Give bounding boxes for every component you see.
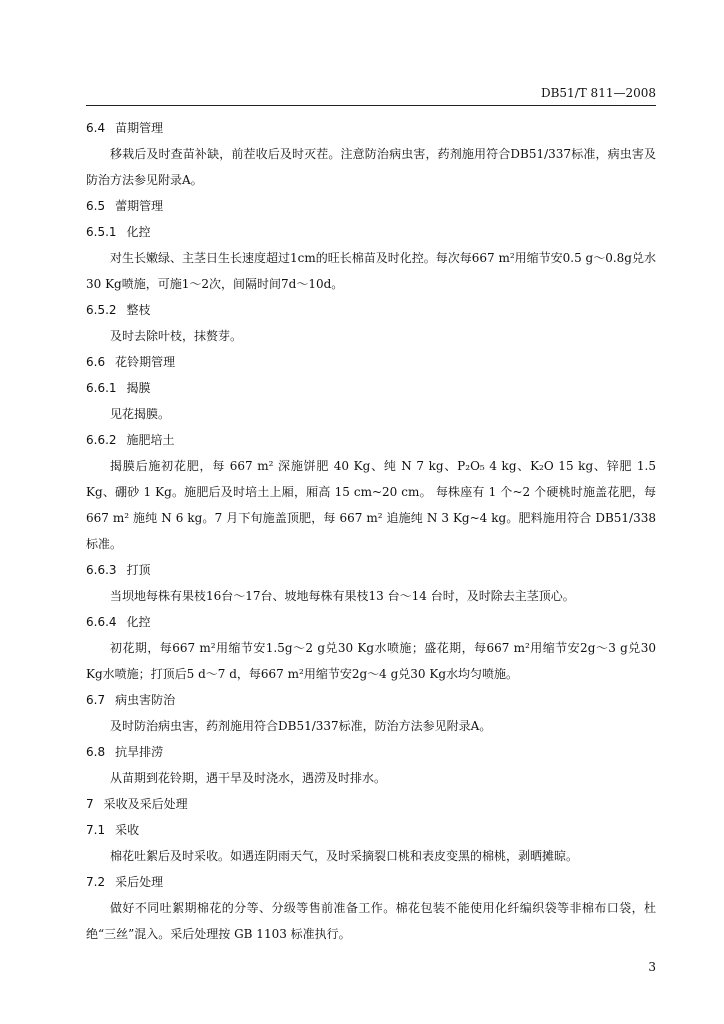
section-title: 苗期管理	[115, 121, 164, 135]
section-title: 蕾期管理	[115, 199, 164, 213]
section-number: 6.6.2	[86, 433, 117, 447]
section-heading	[86, 557, 656, 583]
section-number: 7	[86, 797, 94, 811]
section-title: 整枝	[126, 303, 151, 317]
paragraph: 做好不同吐絮期棉花的分等、分级等售前准备工作。棉花包装不能使用化纤编织袋等非棉布口袋，杜绝“三丝”混入。采后处理按 GB 1103 标准执行。	[86, 901, 656, 941]
section-heading	[86, 219, 656, 245]
section-title: 化控	[126, 615, 151, 629]
section-number: 6.5.2	[86, 303, 117, 317]
section-number: 6.6.4	[86, 615, 117, 629]
header-divider	[86, 105, 656, 106]
section-heading	[86, 115, 656, 141]
section-heading	[86, 687, 656, 713]
section-heading	[86, 427, 656, 453]
section-title: 采收及采后处理	[103, 797, 188, 811]
section-number: 6.6	[86, 355, 106, 369]
section-heading	[86, 349, 656, 375]
paragraph: 从苗期到花铃期，遇干旱及时浇水，遇涝及时排水。	[110, 771, 387, 785]
page-number: 3	[648, 960, 656, 974]
section-heading	[86, 193, 656, 219]
paragraph: 棉花吐絮后及时采收。如遇连阴雨天气，及时采摘裂口桃和表皮变黑的棉桃，剥晒摊晾。	[110, 849, 579, 863]
section-title: 采收	[115, 823, 140, 837]
paragraph: 对生长嫩绿、主茎日生长速度超过1cm的旺长棉苗及时化控。每次每667 m²用缩节安0.5 g～0.8g兑水30 Kg喷施，可施1～2次，间隔时间7d～10d。	[86, 251, 656, 291]
section-title: 病虫害防治	[115, 693, 176, 707]
section-number: 7.1	[86, 823, 106, 837]
paragraph: 当坝地每株有果枝16台～17台、坡地每株有果枝13 台～14 台时，及时除去主茎顶心。	[110, 589, 575, 603]
section-number: 6.8	[86, 745, 106, 759]
section-title: 采后处理	[115, 875, 164, 889]
paragraph: 揭膜后施初花肥，每 667 m² 深施饼肥 40 Kg、纯 N 7 kg、P₂O₅ 4 kg、K₂O 15 kg、锌肥 1.5 Kg、硼砂 1 Kg。施肥后及时培土上厢，厢高 15 cm~20 cm。 每株座有 1 个~2 个硬桃时施盖花肥，每 667 m² 施纯 N 6 kg。7 月下旬施盖顶肥，每 667 m² 追施纯 N 3 Kg~4 kg。肥料施用符合 DB51/338 标准。	[86, 459, 656, 551]
section-number: 6.6.3	[86, 563, 117, 577]
section-title: 施肥培土	[126, 433, 175, 447]
section-heading	[86, 869, 656, 895]
section-title: 揭膜	[126, 381, 151, 395]
section-heading	[86, 817, 656, 843]
section-heading	[86, 609, 656, 635]
section-heading	[86, 739, 656, 765]
paragraph: 初花期，每667 m²用缩节安1.5g～2 g兑30 Kg水喷施；盛花期，每667 m²用缩节安2g～3 g兑30 Kg水喷施；打顶后5 d～7 d，每667 m²用缩节安2g～4 g兑30 Kg水均匀喷施。	[86, 641, 656, 681]
paragraph: 及时防治病虫害，药剂施用符合DB51/337标准，防治方法参见附录A。	[110, 719, 492, 733]
section-heading	[86, 297, 656, 323]
section-title: 抗旱排涝	[115, 745, 164, 759]
section-number: 6.4	[86, 121, 106, 135]
document-body	[86, 115, 656, 947]
paragraph: 见花揭膜。	[110, 407, 171, 421]
document-code: DB51/T 811—2008	[540, 86, 656, 100]
section-number: 6.5.1	[86, 225, 117, 239]
paragraph: 及时去除叶枝，抹赘芽。	[110, 329, 243, 343]
section-heading	[86, 791, 656, 817]
section-title: 花铃期管理	[115, 355, 176, 369]
section-number: 6.6.1	[86, 381, 117, 395]
section-title: 化控	[126, 225, 151, 239]
section-number: 7.2	[86, 875, 106, 889]
section-title: 打顶	[126, 563, 151, 577]
section-heading	[86, 375, 656, 401]
section-number: 6.5	[86, 199, 106, 213]
paragraph: 移栽后及时查苗补缺，前茬收后及时灭茬。注意防治病虫害，药剂施用符合DB51/337标准，病虫害及防治方法参见附录A。	[86, 147, 656, 187]
section-number: 6.7	[86, 693, 106, 707]
